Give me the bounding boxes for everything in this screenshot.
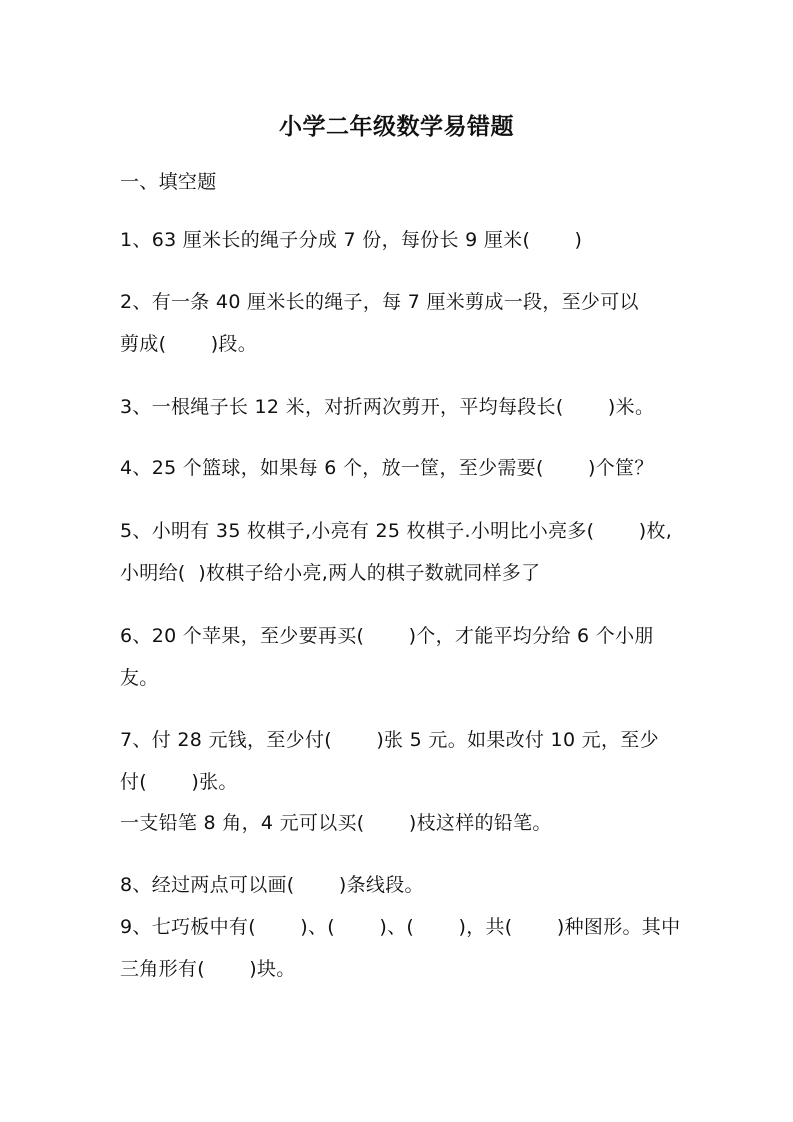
question-2-line-1: 2、有一条 40 厘米长的绳子，每 7 厘米剪成一段，至少可以 — [120, 291, 639, 313]
question-6-line-1: 6、20 个苹果，至少要再买( )个，才能平均分给 6 个小朋 — [120, 625, 654, 647]
question-9-line-1: 9、七巧板中有( )、( )、( )，共( )种图形。其中 — [120, 916, 681, 938]
question-3: 3、一根绳子长 12 米，对折两次剪开，平均每段长( )米。 — [120, 396, 655, 418]
question-8: 8、经过两点可以画( )条线段。 — [120, 874, 424, 896]
question-4: 4、25 个篮球，如果每 6 个，放一筐，至少需要( )个筐？ — [120, 457, 654, 479]
question-1: 1、63 厘米长的绳子分成 7 份，每份长 9 厘米( ) — [120, 229, 583, 251]
question-7-line-3: 一支铅笔 8 角，4 元可以买( )枝这样的铅笔。 — [120, 812, 552, 834]
question-2-line-2: 剪成( )段。 — [120, 333, 258, 355]
section-heading: 一、填空题 — [120, 171, 217, 193]
question-7-line-2: 付( )张。 — [120, 771, 238, 793]
question-5-line-2: 小明给( )枚棋子给小亮,两人的棋子数就同样多了 — [120, 562, 541, 584]
question-7-line-1: 7、付 28 元钱，至少付( )张 5 元。如果改付 10 元，至少 — [120, 729, 659, 751]
question-5-line-1: 5、小明有 35 枚棋子,小亮有 25 枚棋子.小明比小亮多( )枚, — [120, 520, 673, 542]
question-9-line-2: 三角形有( )块。 — [120, 958, 296, 980]
page-title: 小学二年级数学易错题 — [279, 114, 514, 140]
question-6-line-2: 友。 — [120, 667, 159, 689]
